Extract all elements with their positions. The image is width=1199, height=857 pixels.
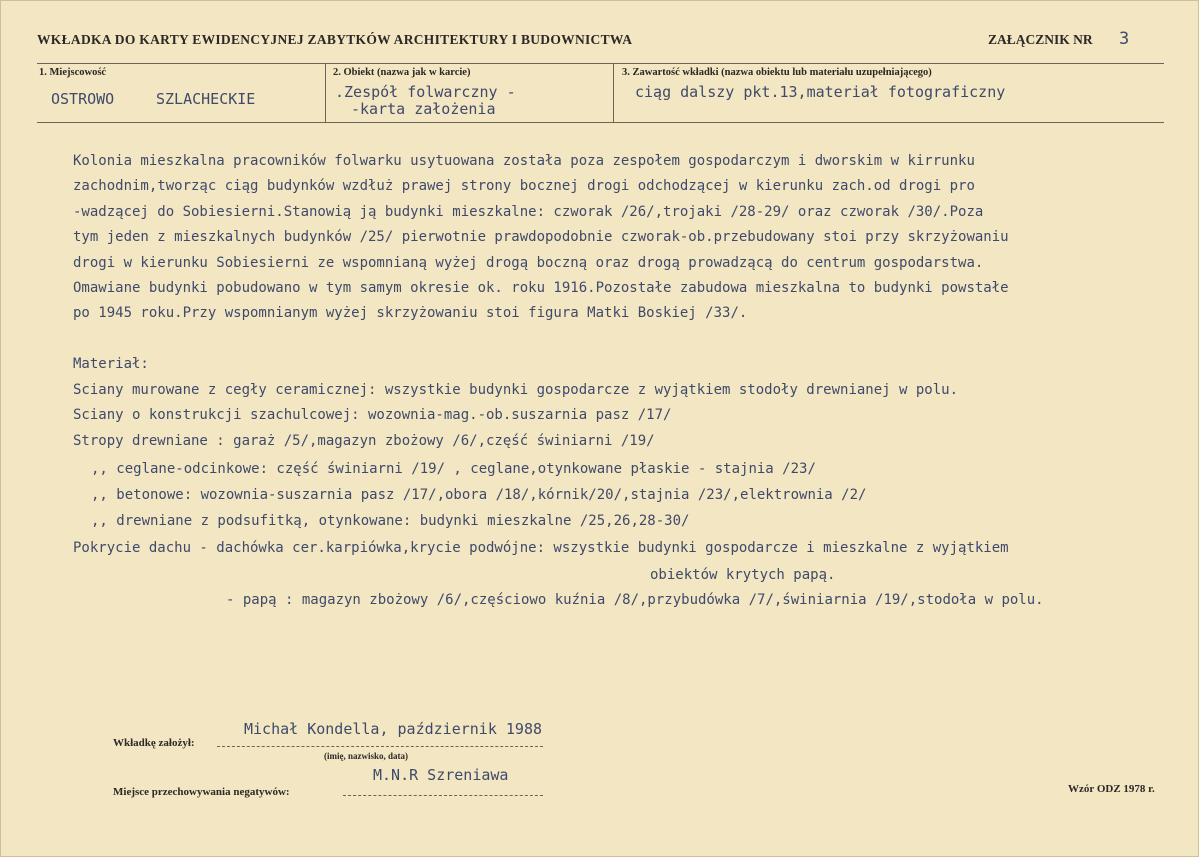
material-line: ,, betonowe: wozownia-suszarnia pasz /17/,obora /18/,kórnik/20/,stajnia /23/,elektrownia /2/ xyxy=(91,487,867,503)
object-label: 2. Obiekt (nazwa jak w karcie) xyxy=(333,67,471,78)
paragraph-line: Omawiane budynki pobudowano w tym samym okresie ok. roku 1916.Pozostałe zabudowa mieszkalna to budynki powstałe xyxy=(73,280,1009,296)
annex-number: 3 xyxy=(1119,29,1130,49)
locality-value-1: OSTROWO xyxy=(51,90,115,108)
material-line: - papą : magazyn zbożowy /6/,częściowo kuźnia /8/,przybudówka /7/,świniarnia /19/,stodoła w polu. xyxy=(226,592,1044,608)
author-value: Michał Kondella, październik 1988 xyxy=(244,720,543,738)
author-sublabel: (imię, nazwisko, data) xyxy=(324,751,408,761)
paragraph-line: drogi w kierunku Sobiesierni ze wspomnianą wyżej drogą boczną oraz drogą prowadzącą do centrum gospodarstwa. xyxy=(73,255,984,271)
material-heading: Materiał: xyxy=(73,356,149,372)
object-value-line1: .Zespół folwarczny - xyxy=(335,83,516,101)
material-line: Stropy drewniane : garaż /5/,magazyn zbożowy /6/,część świniarni /19/ xyxy=(73,433,655,449)
material-line: Sciany o konstrukcji szachulcowej: wozownia-mag.-ob.suszarnia pasz /17/ xyxy=(73,407,672,423)
paragraph-line: zachodnim,tworząc ciąg budynków wzdłuż prawej strony bocznej drogi odchodzącej w kierunku zach.od drogi pro xyxy=(73,178,975,194)
material-line: ,, ceglane-odcinkowe: część świniarni /19/ , ceglane,otynkowane płaskie - stajnia /23/ xyxy=(91,461,816,477)
paragraph-line: Kolonia mieszkalna pracowników folwarku usytuowana została poza zespołem gospodarczym i dworskim w kirrunku xyxy=(73,153,975,169)
card-title: WKŁADKA DO KARTY EWIDENCYJNEJ ZABYTKÓW ARCHITEKTURY I BUDOWNICTWA xyxy=(37,32,633,47)
material-line: Pokrycie dachu - dachówka cer.karpiówka,krycie podwójne: wszystkie budynki gospodarcze i mieszkalne z wyjątkiem xyxy=(73,540,1009,556)
storage-label: Miejsce przechowywania negatywów: xyxy=(113,786,290,798)
author-label: Wkładkę założył: xyxy=(113,737,195,749)
locality-value-2: SZLACHECKIE xyxy=(156,90,256,108)
storage-value: M.N.R Szreniawa xyxy=(373,766,509,784)
content-label: 3. Zawartość wkładki (nazwa obiektu lub materiału uzupełniającego) xyxy=(622,67,932,78)
paragraph-line: -wadzącej do Sobiesierni.Stanowią ją budynki mieszkalne: czworak /26/,trojaki /28-29/ oraz czworak /30/.Poza xyxy=(73,204,984,220)
material-line: Sciany murowane z cegły ceramicznej: wszystkie budynki gospodarcze z wyjątkiem stodoły drewnianej w polu. xyxy=(73,382,959,398)
field-divider-1 xyxy=(325,63,326,122)
storage-line xyxy=(343,795,543,796)
material-line: ,, drewniane z podsufitką, otynkowane: budynki mieszkalne /25,26,28-30/ xyxy=(91,513,690,529)
author-line xyxy=(217,746,543,747)
locality-label: 1. Miejscowość xyxy=(39,67,107,78)
annex-label: ZAŁĄCZNIK NR xyxy=(988,32,1093,47)
header-rule xyxy=(37,63,1164,64)
material-line: obiektów krytych papą. xyxy=(650,567,836,583)
fields-bottom-rule xyxy=(37,122,1164,123)
content-value: ciąg dalszy pkt.13,materiał fotograficzny xyxy=(635,83,1006,101)
form-version: Wzór ODZ 1978 r. xyxy=(1068,783,1155,795)
field-divider-2 xyxy=(613,63,614,122)
object-value-line2: -karta założenia xyxy=(351,100,496,118)
paragraph-line: tym jeden z mieszkalnych budynków /25/ pierwotnie prawdopodobnie czworak-ob.przebudowany stoi przy skrzyżowaniu xyxy=(73,229,1009,245)
paragraph-line: po 1945 roku.Przy wspomnianym wyżej skrzyżowaniu stoi figura Matki Boskiej /33/. xyxy=(73,305,748,321)
